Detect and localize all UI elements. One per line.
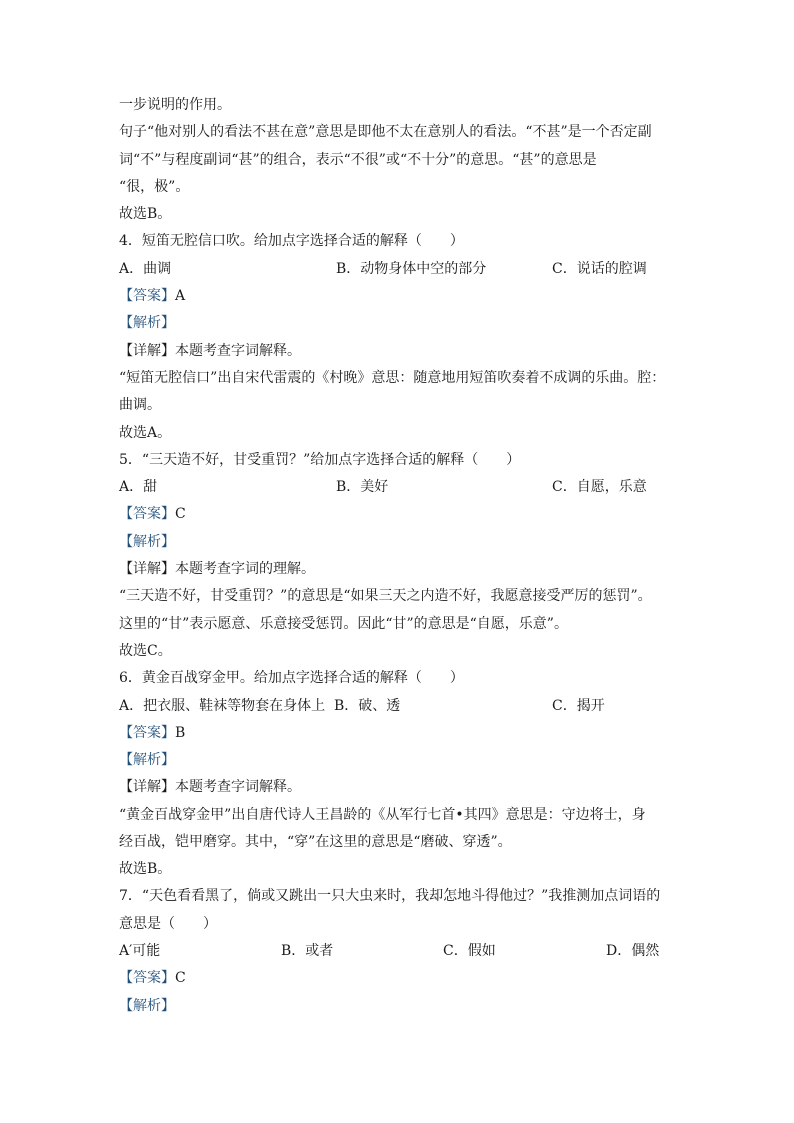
q5-detail-line: [119, 560, 315, 578]
q6-analysis-tag: 【解析】: [119, 752, 175, 768]
q5-stem: 5．“三天造不好，甘受重罚？”给加点字选择合适的解释（ ）: [119, 452, 521, 468]
q5-option-b: B．美好: [336, 479, 389, 495]
q7-option-d: D．偶然: [606, 943, 660, 959]
intro-line-4: “很，极”。: [119, 179, 190, 195]
q6-detail-line: [119, 778, 301, 796]
q6-option-a: A．把衣服、鞋袜等物套在身体上: [119, 698, 326, 714]
q6-answer: B: [175, 725, 186, 741]
q5-option-a: A．甜: [119, 479, 158, 495]
q4-answer: A: [175, 288, 186, 304]
q5-answer: C: [175, 506, 186, 522]
q7-stem-1: 7．“天色看看黑了，倘或又跳出一只大虫来时，我却怎地斗得他过？”我推测加点词语的: [119, 888, 661, 904]
q6-explanation-2: 经百战，铠甲磨穿。其中，“穿”在这里的意思是“磨破、穿透”。: [119, 834, 512, 850]
q6-choice: 故选B。: [119, 861, 172, 877]
q4-analysis-tag: 【解析】: [119, 315, 175, 331]
q6-explanation-1: “黄金百战穿金甲”出自唐代诗人王昌龄的《从军行七首•其四》意思是：守边将士，身: [119, 807, 646, 823]
intro-line-2: 句子“他对别人的看法不甚在意”意思是即他不太在意别人的看法。“不甚”是一个否定副: [119, 124, 652, 140]
q4-detail: 本题考查字词解释。: [175, 343, 301, 359]
detail-tag: 【详解】: [119, 779, 175, 795]
q4-explanation-2: 曲调。: [119, 397, 161, 413]
answer-tag: 【答案】: [119, 970, 175, 986]
q7-analysis-tag: 【解析】: [119, 998, 175, 1014]
q6-stem: 6．黄金百战穿金甲。给加点字选择合适的解释（ ）: [119, 670, 464, 686]
detail-tag: 【详解】: [119, 343, 175, 359]
q4-answer-line: [119, 287, 185, 305]
q4-choice: 故选A。: [119, 425, 172, 441]
q6-detail: 本题考查字词解释。: [175, 779, 301, 795]
intro-line-1: 一步说明的作用。: [119, 97, 231, 113]
q5-analysis-tag: 【解析】: [119, 534, 175, 550]
q5-detail: 本题考查字词的理解。: [175, 561, 315, 577]
intro-choice: 故选B。: [119, 206, 172, 222]
q6-option-c: C．揭开: [552, 698, 605, 714]
q5-choice: 故选C。: [119, 643, 172, 659]
q7-option-b: B．或者: [281, 943, 334, 959]
q7-answer-line: [119, 969, 186, 987]
q5-explanation-2: 这里的“甘”表示愿意、乐意接受惩罚。因此“甘”的意思是“自愿，乐意”。: [119, 616, 568, 632]
q7-answer: C: [175, 970, 186, 986]
q7-option-a: A′可能: [119, 943, 161, 959]
intro-line-3: 词“不”与程度副词“甚”的组合，表示“不很”或“不十分”的意思。“甚”的意思是: [119, 152, 597, 168]
q5-explanation-1: “三天造不好，甘受重罚？”的意思是“如果三天之内造不好，我愿意接受严厉的惩罚”。: [119, 588, 652, 604]
answer-tag: 【答案】: [119, 288, 175, 304]
q7-option-c: C．假如: [443, 943, 496, 959]
q5-option-c: C．自愿，乐意: [552, 479, 647, 495]
q5-answer-line: [119, 505, 186, 523]
answer-tag: 【答案】: [119, 506, 175, 522]
q4-explanation-1: “短笛无腔信口”出自宋代雷震的《村晚》意思：随意地用短笛吹奏着不成调的乐曲。腔：: [119, 370, 666, 386]
q4-stem: 4．短笛无腔信口吹。给加点字选择合适的解释（ ）: [119, 233, 464, 249]
answer-tag: 【答案】: [119, 725, 175, 741]
q6-answer-line: [119, 724, 185, 742]
q4-option-b: B．动物身体中空的部分: [336, 261, 487, 277]
q4-option-c: C．说话的腔调: [552, 261, 647, 277]
q4-option-a: A．曲调: [119, 261, 172, 277]
q7-stem-2: 意思是（ ）: [119, 916, 217, 932]
q4-detail-line: [119, 342, 301, 360]
q6-option-b: B．破、透: [334, 698, 401, 714]
detail-tag: 【详解】: [119, 561, 175, 577]
